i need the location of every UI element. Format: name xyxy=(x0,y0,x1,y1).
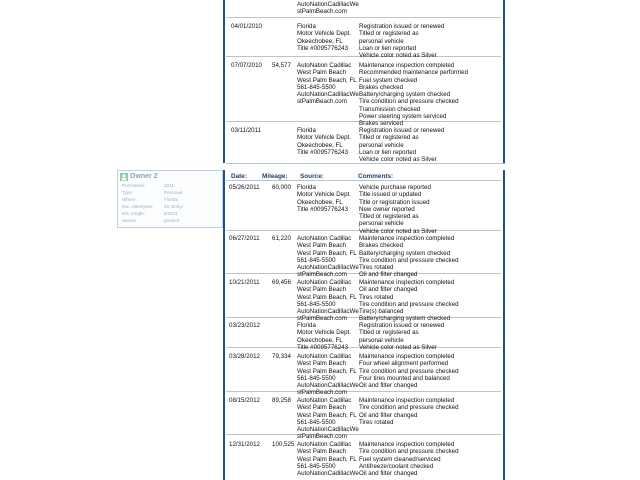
owner-field-value: 25,364/yr xyxy=(164,204,184,209)
header-source: Source: xyxy=(300,173,324,180)
s2-row4-mileage: 79,334 xyxy=(272,353,291,360)
s2-row5-date: 08/15/2012 xyxy=(229,397,260,404)
owner-person-icon xyxy=(120,173,128,181)
row-divider xyxy=(226,391,501,392)
s1-row0-source: AutoNationCadillacWe stPalmBeach.com xyxy=(297,1,359,16)
owner-field-value: 2011 xyxy=(164,183,174,188)
s2-row4-source: AutoNation Cadillac West Palm Beach West Palm Beach, FL 561-845-5500 AutoNationCadillacWe stPalmBeach.com xyxy=(297,353,359,397)
owner-field-label: Purchased: xyxy=(122,183,146,188)
s1-row2-source: AutoNation Cadillac West Palm Beach West Palm Beach, FL 561-845-5500 AutoNationCadillacWe stPalmBeach.com xyxy=(297,62,359,106)
s2-row2-date: 10/21/2011 xyxy=(229,279,260,286)
s2-row6-comments: Maintenance inspection completed Tire condition and pressure checked Fuel system cleaned/serviced Antifreeze/coolant checked Oil and filter changed xyxy=(359,441,459,478)
owner-field-label: Est. miles/year: xyxy=(122,204,154,209)
owner-field-label: owned: xyxy=(122,218,137,223)
s2-row6-date: 12/31/2012 xyxy=(229,441,260,448)
s1-row3-source: Florida Motor Vehicle Dept. Okeechobee, FL Title #0095776243 xyxy=(297,127,351,156)
right-border-upper xyxy=(503,0,505,163)
s1-row2-date: 07/07/2010 xyxy=(231,62,262,69)
s2-row5-source: AutoNation Cadillac West Palm Beach West Palm Beach, FL 561-845-5500 AutoNationCadillacWe stPalmBeach.com xyxy=(297,397,359,441)
s2-row0-source: Florida Motor Vehicle Dept. Okeechobee, FL Title #0095776243 xyxy=(297,184,351,213)
s2-row6-source: AutoNation Cadillac West Palm Beach West Palm Beach, FL 561-845-5500 AutoNationCadillacWe xyxy=(297,441,359,478)
left-border-lower xyxy=(223,170,225,480)
owner-title: Owner 2 xyxy=(130,173,158,180)
owner-info-box xyxy=(117,170,223,228)
s2-row5-comments: Maintenance inspection completed Tire condition and pressure checked Oil and filter changed Tires rotated xyxy=(359,397,459,426)
owner-field-label: Type: xyxy=(122,190,134,195)
row-divider xyxy=(226,17,501,18)
s1-row2-comments: Maintenance inspection completed Recommended maintenance performed Fuel system checked Brakes checked Battery/charging system checked Tire condition and pressure checked Transmission checked Power steering system serviced Brakes serviced xyxy=(359,62,469,128)
s2-row1-mileage: 61,220 xyxy=(272,235,291,242)
s2-row3-comments: Registration issued or renewed Titled or registered as personal vehicle Vehicle color noted as Silver xyxy=(359,322,445,351)
s2-row2-mileage: 69,456 xyxy=(272,279,291,286)
s2-row5-mileage: 89,258 xyxy=(272,397,291,404)
s2-row0-date: 05/26/2011 xyxy=(229,184,260,191)
owner-field-value: 5/2011 xyxy=(164,211,178,216)
s2-row1-date: 06/27/2011 xyxy=(229,235,260,242)
s2-row4-comments: Maintenance inspection completed Four wheel alignment performed Tire condition and pressure checked Four tires mounted and balanced Oil and filter changed xyxy=(359,353,459,390)
s2-row0-comments: Vehicle purchase reported Title issued or updated Title or registration issued New owner reported Titled or registered as personal vehicle Vehicle color noted as Silver xyxy=(359,184,437,235)
header-divider xyxy=(226,180,501,181)
owner-field-value: Florida xyxy=(164,197,179,202)
s1-row3-comments: Registration issued or renewed Titled or registered as personal vehicle Loan or lien reported Vehicle color noted as Silver xyxy=(359,127,445,164)
s2-row6-mileage: 100,525 xyxy=(272,441,295,448)
s2-row1-comments: Maintenance inspection completed Brakes checked Battery/charging system checked Tire condition and pressure checked Tires rotated Oil and filter changed xyxy=(359,235,459,279)
owner-field-value: present xyxy=(164,218,180,223)
owner-field-value: Personal xyxy=(164,190,183,195)
s2-row1-source: AutoNation Cadillac West Palm Beach West Palm Beach, FL 561-845-5500 AutoNationCadillacWe stPalmBeach.com xyxy=(297,235,359,279)
s2-row2-comments: Maintenance inspection completed Oil and filter changed Tires rotated Tire condition and pressure checked Tire(s) balanced Battery/charging system checked xyxy=(359,279,459,323)
s1-row2-mileage: 54,577 xyxy=(272,62,291,69)
s2-row4-date: 03/28/2012 xyxy=(229,353,260,360)
right-border-lower xyxy=(503,170,505,480)
s2-row2-source: AutoNation Cadillac West Palm Beach West Palm Beach, FL 561-845-5500 AutoNationCadillacWe stPalmBeach.com xyxy=(297,279,359,323)
owner-field-label: Est. length: xyxy=(122,211,145,216)
s2-row0-mileage: 60,000 xyxy=(272,184,291,191)
header-comments: Comments: xyxy=(358,173,394,180)
s1-row1-source: Florida Motor Vehicle Dept. Okeechobee, FL Title #0095776243 xyxy=(297,23,351,52)
s1-row1-comments: Registration issued or renewed Titled or registered as personal vehicle Loan or lien reported Vehicle color noted as Silver xyxy=(359,23,445,60)
left-border-upper xyxy=(223,0,225,163)
s2-row3-source: Florida Motor Vehicle Dept. Okeechobee, FL Title #0095776243 xyxy=(297,322,351,351)
row-divider xyxy=(226,434,501,435)
header-mileage: Mileage: xyxy=(262,173,288,180)
header-date: Date: xyxy=(231,173,247,180)
s2-row3-date: 03/23/2012 xyxy=(229,322,260,329)
s1-row3-date: 03/11/2011 xyxy=(231,127,262,134)
owner-field-label: Where: xyxy=(122,197,137,202)
s1-row1-date: 04/01/2010 xyxy=(231,23,262,30)
